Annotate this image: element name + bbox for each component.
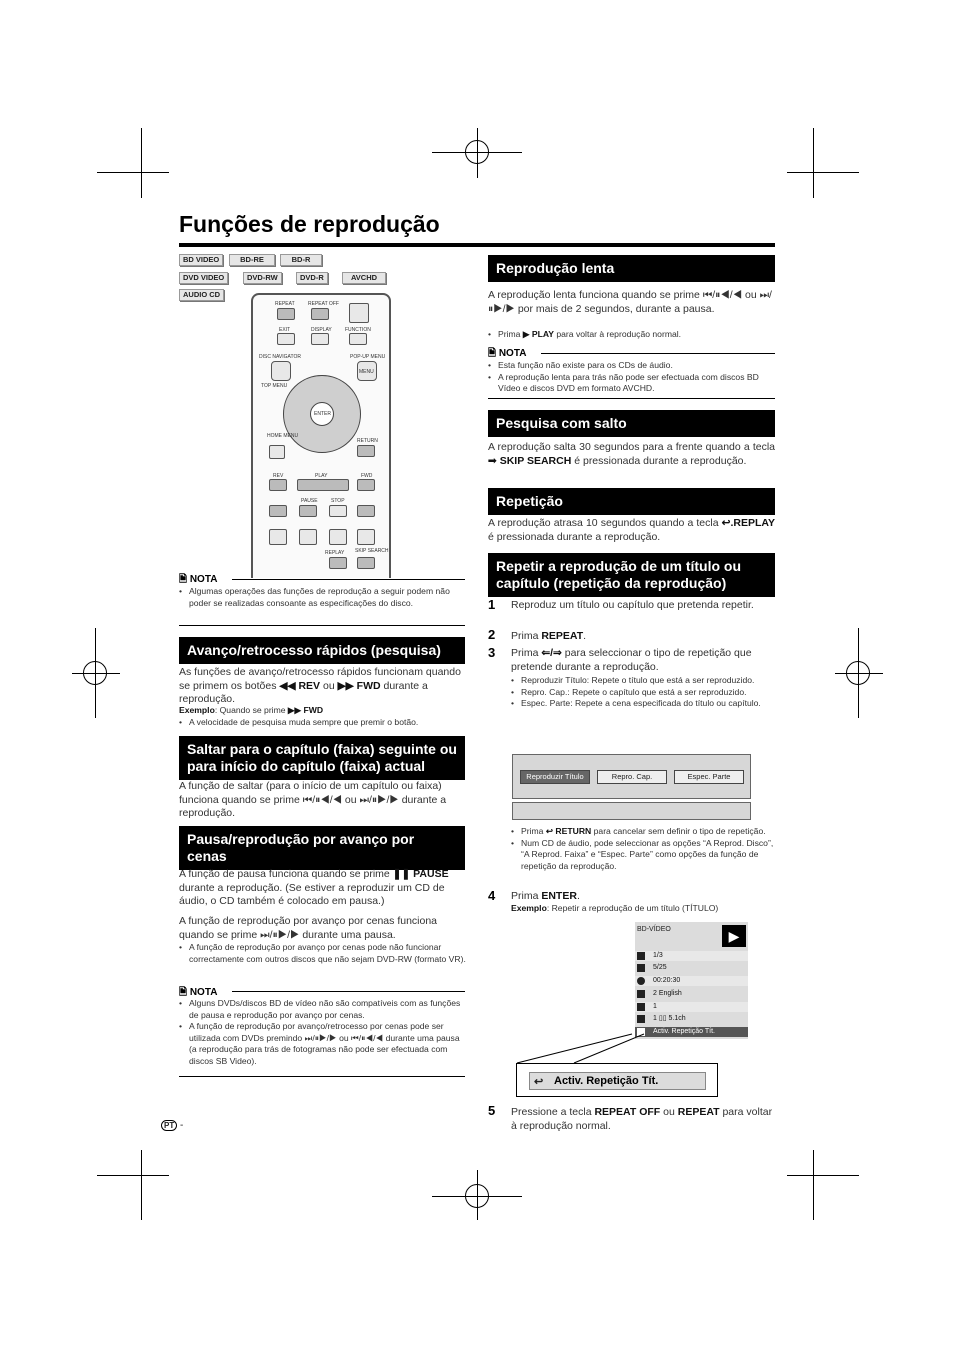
info-row-time: 00:20:30 xyxy=(635,976,748,986)
note-title: 🗎 NOTA xyxy=(179,987,218,998)
step-number: 1 xyxy=(488,597,496,612)
note-item: • A reprodução lenta para trás não pode ser efectuada com discos BD Vídeo e discos DVD em formato AVCHD. xyxy=(488,372,775,395)
note-list xyxy=(488,360,775,395)
remote-label-top-menu: TOP MENU xyxy=(261,383,288,389)
crop-mark xyxy=(141,128,142,198)
note-rule xyxy=(232,579,465,580)
step-3-note-item: • Espec. Parte: Repete a cena especificada do título ou capítulo. xyxy=(511,698,775,710)
page-label xyxy=(161,1120,183,1131)
remote-repeat-button xyxy=(277,308,295,320)
info-row-audio: 1 ▯▯ 5.1ch xyxy=(635,1014,748,1024)
note-item: • A função de reprodução por avanço/retrocesso por cenas pode ser utilizada com DVDs premindo ⏭/⏸▶/▶ ou ⏮/⏸◀/◀ durante uma pausa (a reprodução para trás de fotogramas não pode ser efectuada com discos SB Video). xyxy=(179,1021,469,1067)
remote-label-display: DISPLAY xyxy=(311,327,332,333)
info-row-angle: 1 xyxy=(635,1002,748,1012)
remote-label-menu: MENU xyxy=(359,369,374,375)
step-number: 3 xyxy=(488,645,496,660)
osd-status-bar xyxy=(512,802,751,820)
remote-return-button xyxy=(357,445,375,457)
angle-icon xyxy=(637,1003,645,1011)
remote-label-pause: PAUSE xyxy=(301,498,318,504)
step-number: 4 xyxy=(488,888,496,903)
remote-display-button xyxy=(311,333,329,345)
note-rule xyxy=(179,625,465,626)
remote-label-skip-search: SKIP SEARCH xyxy=(355,548,389,554)
remote-label-replay: REPLAY xyxy=(325,550,345,556)
step-3-note-item: • Reproduzir Título: Repete o título que está a ser reproduzido. xyxy=(511,675,775,687)
osd-option-title: Reproduzir Título xyxy=(520,770,590,784)
remote-label-repeat-off: REPEAT OFF xyxy=(308,301,339,307)
remote-color-button xyxy=(269,529,287,545)
page-dash: - xyxy=(180,1120,184,1131)
registration-mark xyxy=(83,661,107,685)
remote-color-button xyxy=(357,529,375,545)
note-title: 🗎 NOTA xyxy=(488,348,527,359)
osd-note-item: • Num CD de áudio, pode seleccionar as opções “A Reprod. Disco”, “A Reprod. Faixa” e “Espec. Parte” como opções da função de repetição da reprodução. xyxy=(511,838,775,873)
crop-mark xyxy=(97,172,169,173)
pause-note-item: • A função de reprodução por avanço por cenas pode não funcionar correctamente com outros discos que não sejam DVD-RW (formato VR). xyxy=(179,942,469,965)
remote-label-fwd: FWD xyxy=(361,473,373,479)
crop-mark xyxy=(813,1150,814,1220)
remote-label-return: RETURN xyxy=(357,438,378,444)
info-row-subtitle: 2 English xyxy=(635,989,748,999)
osd-notes xyxy=(511,826,775,872)
pause-notes xyxy=(179,942,469,965)
slow-notes xyxy=(488,329,775,341)
slow-paragraph: A reprodução lenta funciona quando se prime ⏮/⏸◀/◀ ou ⏭/⏸▶/▶ por mais de 2 segundos, durante a pausa. xyxy=(488,289,772,315)
page-label-badge: PT xyxy=(161,1120,177,1131)
disc-tag-avchd: AVCHD xyxy=(342,272,386,284)
remote-skip-back-button xyxy=(269,505,287,517)
replay-paragraph: A reprodução atrasa 10 segundos quando a tecla ↩.REPLAY é pressionada durante a reprodução. xyxy=(488,517,776,543)
remote-stop-button xyxy=(329,505,347,517)
search-example: Exemplo: Quando se prime ▶▶ FWD xyxy=(179,705,324,715)
title-rule xyxy=(179,243,775,247)
remote-replay-button xyxy=(329,557,347,569)
remote-rev-button xyxy=(269,479,287,491)
search-note-item: • A velocidade de pesquisa muda sempre que premir o botão. xyxy=(179,717,469,729)
remote-label-stop: STOP xyxy=(331,498,345,504)
audio-icon xyxy=(637,1015,645,1023)
note-list xyxy=(179,586,465,609)
remote-skip-search-button xyxy=(357,557,375,569)
callout-text: Activ. Repetição Tít. xyxy=(554,1075,659,1087)
step-2-text: Prima REPEAT. xyxy=(511,630,587,642)
step-5-text: Pressione a tecla REPEAT OFF ou REPEAT para voltar à reprodução normal. xyxy=(511,1106,773,1132)
section-header-pause: Pausa/reprodução por avanço por cenas xyxy=(179,826,465,870)
crop-mark xyxy=(813,128,814,198)
remote-repeat-off-button xyxy=(311,308,329,320)
disc-tag-audio-cd: AUDIO CD xyxy=(179,289,224,301)
crop-mark xyxy=(787,1175,859,1176)
note-item: • Alguns DVDs/discos BD de vídeo não são compatíveis com as funções de pausa e reprodução por avanço por cenas. xyxy=(179,998,469,1021)
crop-mark xyxy=(787,172,859,173)
osd-note-item: • Prima ↩ RETURN para cancelar sem definir o tipo de repetição. xyxy=(511,826,775,838)
remote-label-repeat: REPEAT xyxy=(275,301,295,307)
remote-color-button xyxy=(299,529,317,545)
remote-skip-fwd-button xyxy=(357,505,375,517)
registration-mark xyxy=(465,1184,489,1208)
step-1-text: Reproduz um título ou capítulo que pretenda repetir. xyxy=(511,599,754,611)
play-icon: ▶ xyxy=(722,925,746,947)
remote-label-enter: ENTER xyxy=(314,411,331,417)
note-rule xyxy=(179,1076,465,1077)
disc-tag-dvd-r: DVD-R xyxy=(296,272,328,284)
disc-tag-dvd-video: DVD VIDEO xyxy=(179,272,228,284)
frame-advance-paragraph: A função de reprodução por avanço por cenas funciona quando se prime ⏭/⏸▶/▶ durante uma pausa. xyxy=(179,915,438,941)
crop-mark xyxy=(141,1150,142,1220)
remote-label-function: FUNCTION xyxy=(345,327,371,333)
info-title: BD-VÍDEO xyxy=(637,926,671,933)
note-rule xyxy=(541,353,775,354)
step-4-example: Exemplo: Repetir a reprodução de um título (TÍTULO) xyxy=(511,903,719,913)
clock-icon xyxy=(637,977,645,985)
remote-pause-button xyxy=(299,505,317,517)
repeat-icon: ↩ xyxy=(534,1076,544,1088)
info-row-chapter: 5/25 xyxy=(635,963,748,973)
step-number: 5 xyxy=(488,1103,496,1118)
remote-label-rev: REV xyxy=(273,473,284,479)
skip-search-paragraph: A reprodução salta 30 segundos para a frente quando a tecla ➟ SKIP SEARCH é pressionada durante a reprodução. xyxy=(488,441,775,467)
section-header-skip: Saltar para o capítulo (faixa) seguinte ou para início do capítulo (faixa) actual xyxy=(179,736,465,780)
remote-label-home-menu: HOME MENU xyxy=(267,433,299,439)
crop-mark xyxy=(97,1175,169,1176)
remote-home-button xyxy=(269,445,285,459)
remote-label-play: PLAY xyxy=(315,473,328,479)
registration-mark xyxy=(465,140,489,164)
section-header-slow: Reprodução lenta xyxy=(488,255,775,282)
remote-label-exit: EXIT xyxy=(279,327,291,333)
section-header-skip-search: Pesquisa com salto xyxy=(488,410,775,437)
search-paragraph: As funções de avanço/retrocesso rápidos funcionam quando se primem os botões ◀◀ REV ou ▶▶ FWD durante a reprodução. xyxy=(179,666,461,705)
callout-bar xyxy=(529,1072,706,1090)
note-rule xyxy=(488,398,775,399)
remote-disc-navigator-button xyxy=(271,361,291,381)
info-row-title: 1/3 xyxy=(635,951,748,961)
step-4-text: Prima ENTER. xyxy=(511,890,580,902)
section-header-replay: Repetição xyxy=(488,488,775,515)
page-title: Funções de reprodução xyxy=(179,211,440,237)
slow-note-item: • Prima ▶ PLAY para voltar à reprodução normal. xyxy=(488,329,775,341)
step-3-text: Prima ⇐/⇒ para seleccionar o tipo de repetição que pretende durante a reprodução. xyxy=(511,647,752,673)
remote-fwd-button xyxy=(357,479,375,491)
remote-function-button xyxy=(349,333,367,345)
skip-paragraph: A função de saltar (para o início de um capítulo ou faixa) funciona quando se prime ⏮/⏸◀/◀ ou ⏭/⏸▶/▶ durante a reprodução. xyxy=(179,780,447,819)
disc-tag-bd-re: BD-RE xyxy=(229,254,275,266)
info-panel xyxy=(635,922,748,1039)
note-item: • Algumas operações das funções de reprodução a seguir podem não poder se realizadas consoante as especificações do disco. xyxy=(179,586,465,609)
osd-option-part: Espec. Parte xyxy=(674,770,744,784)
remote-color-button xyxy=(329,529,347,545)
step-3-notes xyxy=(511,675,775,710)
repeat-menu-osd xyxy=(512,754,751,799)
search-notes xyxy=(179,717,469,729)
callout-box xyxy=(516,1063,718,1097)
section-header-search: Avanço/retrocesso rápidos (pesquisa) xyxy=(179,637,465,664)
note-list xyxy=(179,998,469,1067)
disc-tag-bd-video: BD VIDEO xyxy=(179,254,223,266)
step-3-note-item: • Repro. Cap.: Repete o capítulo que está a ser reproduzido. xyxy=(511,687,775,699)
pause-paragraph: A função de pausa funciona quando se prime ❚❚ PAUSE durante a reprodução. (Se estiver a reproduzir um CD de áudio, o CD também é colocado em pausa.) xyxy=(179,868,449,907)
note-item: • Esta função não existe para os CDs de áudio. xyxy=(488,360,775,372)
disc-tag-bd-r: BD-R xyxy=(280,254,322,266)
osd-option-chapter: Repro. Cap. xyxy=(597,770,667,784)
remote-exit-button xyxy=(277,333,295,345)
remote-control xyxy=(251,293,391,578)
remote-play-button xyxy=(297,479,349,491)
remote-label-disc-navigator: DISC NAVIGATOR xyxy=(259,354,301,360)
registration-mark xyxy=(846,661,870,685)
remote-top-button xyxy=(349,303,369,323)
remote-label-popup-menu: POP-UP MENU xyxy=(350,354,386,360)
note-title: 🗎 NOTA xyxy=(179,574,218,585)
title-icon xyxy=(637,952,645,960)
chapter-icon xyxy=(637,964,645,972)
note-rule xyxy=(232,991,465,992)
disc-tag-dvd-rw: DVD-RW xyxy=(243,272,282,284)
subtitle-icon xyxy=(637,990,645,998)
step-number: 2 xyxy=(488,627,496,642)
section-header-repeat: Repetir a reprodução de um título ou capítulo (repetição da reprodução) xyxy=(488,553,775,597)
info-row-repeat: Activ. Repetição Tít. xyxy=(635,1027,748,1037)
